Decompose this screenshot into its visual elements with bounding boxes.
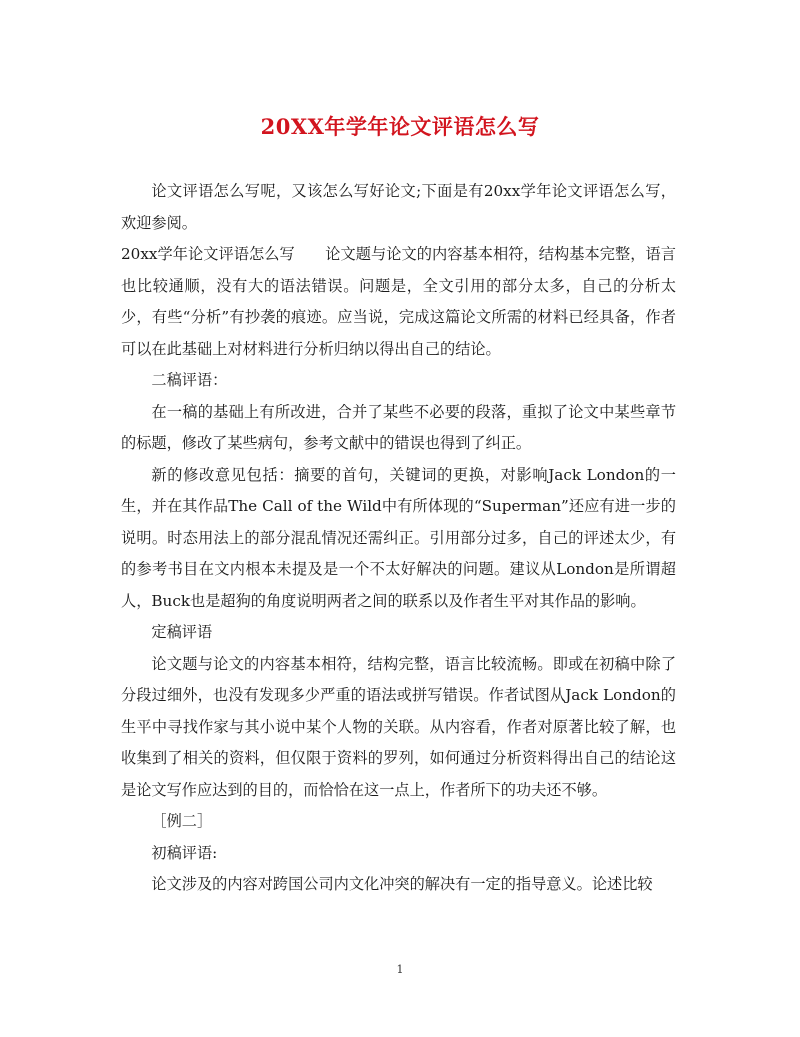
paragraph-final-draft: 论文题与论文的内容基本相符，结构完整，语言比较流畅。即或在初稿中除了分段过细外，也没有发现多少严重的语法或拼写错误。作者试图从Jack London的生平中寻找作家与其小说中某个人物的关联。从内容看，作者对原著比较了解，也收集到了相关的资料，但仅限于资料的罗列，如何通过分析资料得出自己的结论这是论文写作应达到的目的，而恰恰在这一点上，作者所下的功夫还不够。: [121, 654, 676, 799]
section-heading-first-draft: 初稿评语:: [151, 843, 218, 862]
paragraph-second-draft: 在一稿的基础上有所改进，合并了某些不必要的段落，重拟了论文中某些章节的标题，修改了某些病句，参考文献中的错误也得到了纠正。: [121, 402, 676, 452]
section-heading-example-two: ［例二］: [151, 812, 213, 830]
paragraph-first-comment: 20xx学年论文评语怎么写 论文题与论文的内容基本相符，结构基本完整，语言也比较通顺，没有大的语法错误。问题是，全文引用的部分太多，自己的分析太少，有些“分析”有抄袭的痕迹。应当说，完成这篇论文所需的材料已经具备，作者可以在此基础上对材料进行分析归纳以得出自己的结论。: [121, 245, 676, 358]
paragraph-example-two: 论文涉及的内容对跨国公司内文化冲突的解决有一定的指导意义。论述比较: [151, 875, 653, 893]
section-heading-second-draft: 二稿评语：: [151, 371, 228, 389]
page-number: 1: [396, 963, 404, 976]
page-title: 20XX年学年论文评语怎么写: [260, 114, 540, 139]
document-body: [121, 176, 676, 901]
paragraph-revision-notes: 新的修改意见包括：摘要的首句，关键词的更换，对影响Jack London的一生，并在其作品The Call of the Wild中有所体现的“Superman”还应有进一步的说明。时态用法上的部分混乱情况还需纠正。引用部分过多，自己的评述太少，有的参考书目在文内根本未提及是一个不太好解决的问题。建议从London是所谓超人，Buck也是超狗的角度说明两者之间的联系以及作者生平对其作品的影响。: [121, 465, 676, 610]
paragraph-intro: 论文评语怎么写呢，又该怎么写好论文;下面是有20xx学年论文评语怎么写，欢迎参阅。: [121, 182, 676, 232]
section-heading-final-draft: 定稿评语: [151, 623, 213, 641]
